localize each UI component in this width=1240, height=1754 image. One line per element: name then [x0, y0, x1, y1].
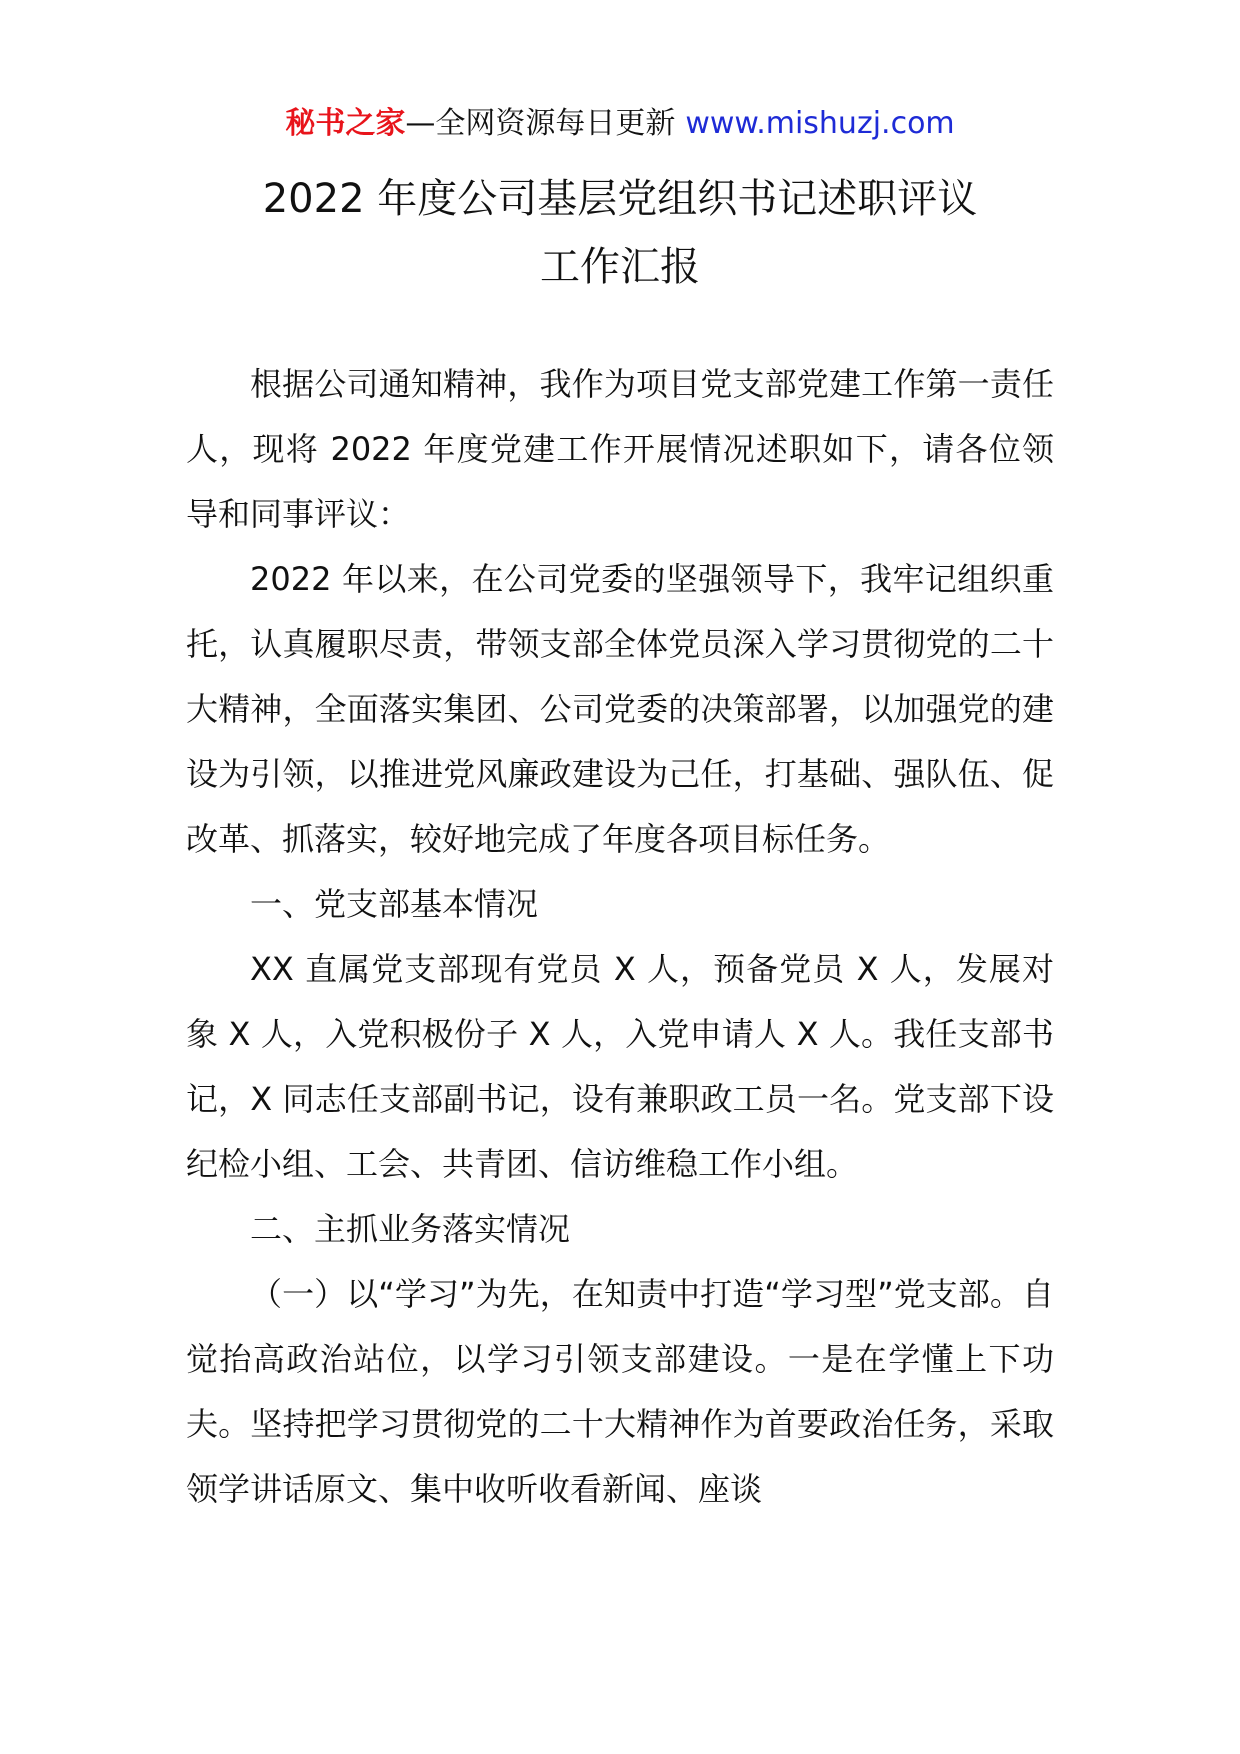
document-title-line-1: 2022 年度公司基层党组织书记述职评议 — [262, 176, 978, 222]
watermark-tagline: —全网资源每日更新 — [405, 106, 676, 141]
document-body — [186, 352, 1054, 1522]
paragraph-study: （一）以“学习”为先，在知责中打造“学习型”党支部。自觉抬高政治站位，以学习引领支部建设。一是在学懂上下功夫。坚持把学习贯彻党的二十大精神作为首要政治任务，采取领学讲话原文、集中收听收看新闻、座谈 — [186, 1275, 1054, 1508]
paragraph-intro: 根据公司通知精神，我作为项目党支部党建工作第一责任人，现将 2022 年度党建工作开展情况述职如下，请各位领导和同事评议： — [186, 365, 1054, 533]
document-title — [186, 165, 1054, 301]
watermark-url: www.mishuzj.com — [685, 106, 955, 141]
paragraph-summary: 2022 年以来，在公司党委的坚强领导下，我牢记组织重托，认真履职尽责，带领支部全体党员深入学习贯彻党的二十大精神，全面落实集团、公司党委的决策部署，以加强党的建设为引领，以推进党风廉政建设为己任，打基础、强队伍、促改革、抓落实，较好地完成了年度各项目标任务。 — [186, 560, 1054, 858]
section-heading-2: 二、主抓业务落实情况 — [250, 1210, 571, 1248]
section-heading-1: 一、党支部基本情况 — [250, 885, 539, 923]
document-title-line-2: 工作汇报 — [540, 244, 700, 290]
watermark-brand: 秘书之家 — [285, 106, 406, 141]
watermark-header — [0, 104, 1240, 144]
paragraph-basic-info: XX 直属党支部现有党员 X 人，预备党员 X 人，发展对象 X 人，入党积极份子 X 人，入党申请人 X 人。我任支部书记，X 同志任支部副书记，设有兼职政工员一名。党支部下设纪检小组、工会、共青团、信访维稳工作小组。 — [186, 950, 1054, 1183]
